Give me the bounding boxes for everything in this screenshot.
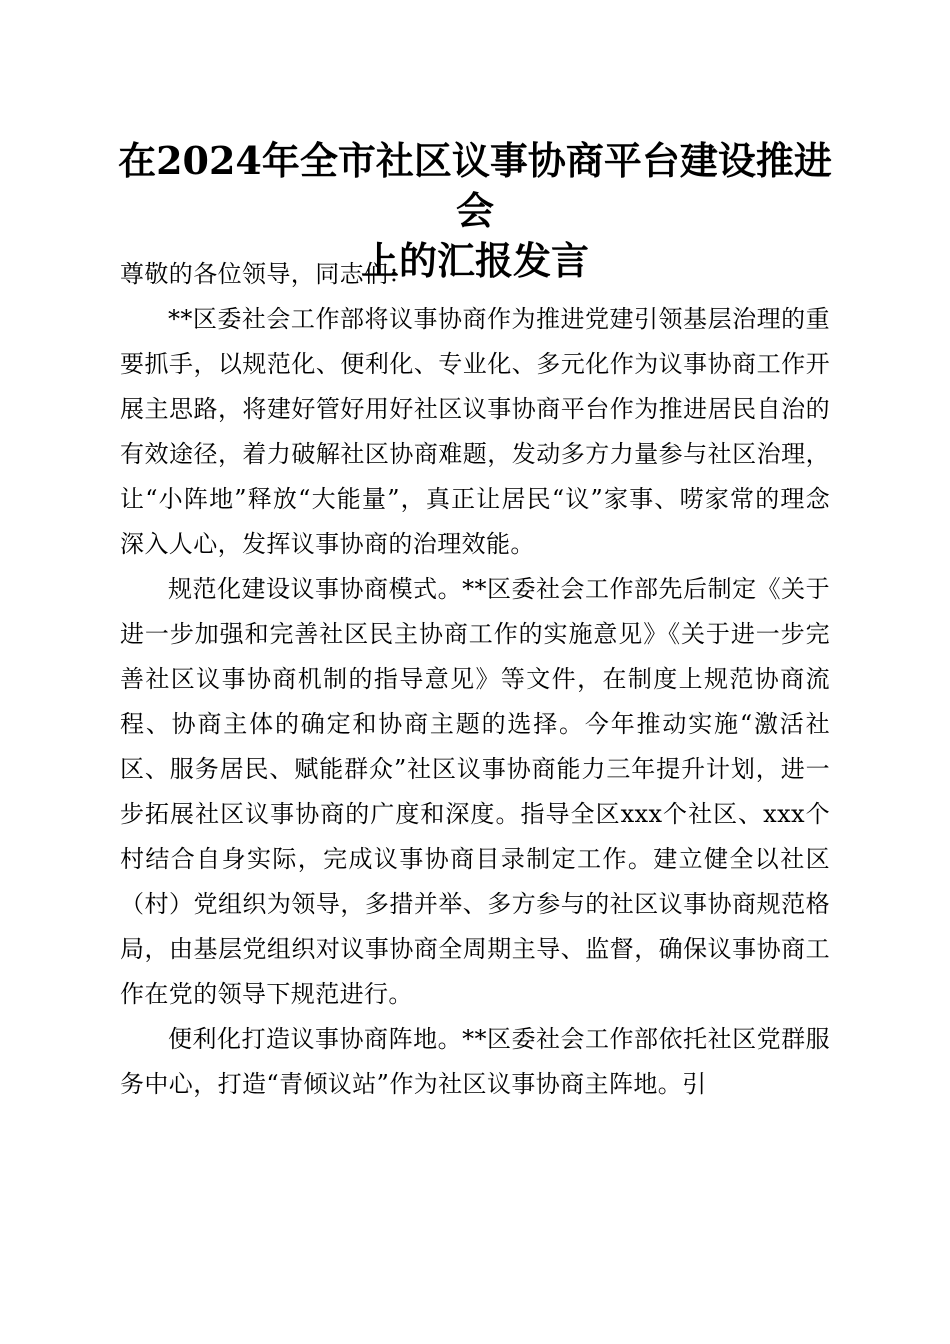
- salutation: 尊敬的各位领导，同志们：: [120, 260, 413, 288]
- paragraph-intro: **区委社会工作部将议事协商作为推进党建引领基层治理的重要抓手，以规范化、便利化、专业化、多元化作为议事协商工作开展主思路，将建好管好用好社区议事协商平台作为推进居民自治的有效途径，着力破解社区协商难题，发动多方力量参与社区治理，让“小阵地”释放“大能量”，真正让居民“议”家事、唠家常的理念深入人心，发挥议事协商的治理效能。: [120, 305, 830, 558]
- paragraph-standardization: 规范化建设议事协商模式。**区委社会工作部先后制定《关于进一步加强和完善社区民主协商工作的实施意见》《关于进一步完善社区议事协商机制的指导意见》等文件，在制度上规范协商流程、协商主体的确定和协商主题的选择。今年推动实施“激活社区、服务居民、赋能群众”社区议事协商能力三年提升计划，进一步拓展社区议事协商的广度和深度。指导全区xxx个社区、xxx个村结合自身实际，完成议事协商目录制定工作。建立健全以社区（村）党组织为领导，多措并举、多方参与的社区议事协商规范格局，由基层党组织对议事协商全周期主导、监督，确保议事协商工作在党的领导下规范进行。: [120, 575, 830, 1008]
- document-body: [120, 252, 830, 1107]
- title-line-2: 上的汇报发言: [360, 238, 589, 283]
- paragraph-convenience: 便利化打造议事协商阵地。**区委社会工作部依托社区党群服务中心，打造“青倾议站”作为社区议事协商主阵地。引: [120, 1025, 830, 1098]
- title-line-1: 在2024年全市社区议事协商平台建设推进会: [118, 138, 832, 233]
